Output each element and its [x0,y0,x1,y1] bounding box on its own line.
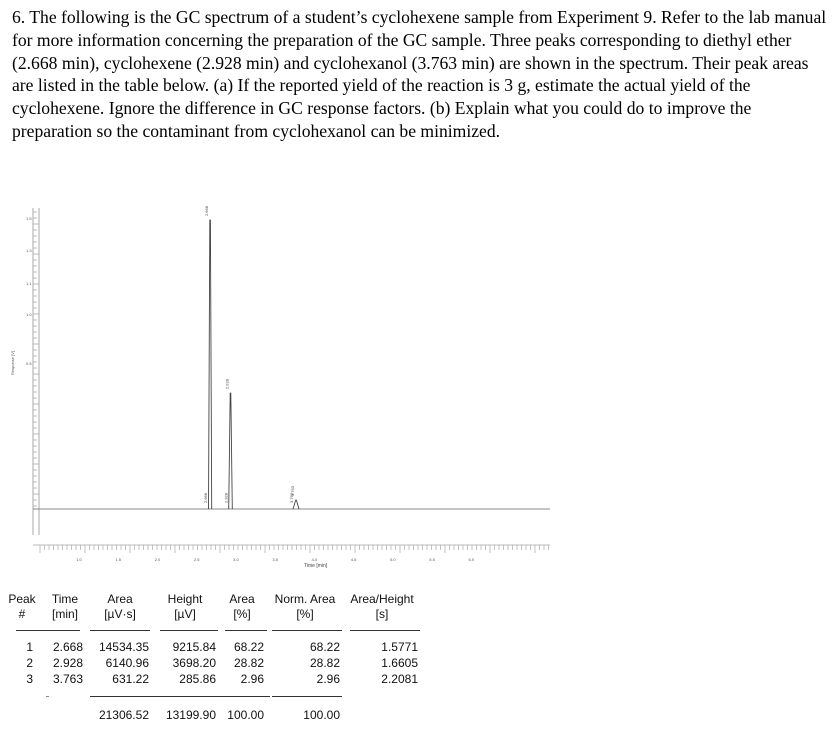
column-unit: [µV·s] [104,607,136,621]
column-header: Norm. Area [274,592,336,606]
table-cell: 3698.20 [172,656,216,670]
question-text: 6. The following is the GC spectrum of a student’s cyclohexene sample from Experiment 9. Refer to the lab manual for more information concerning the preparation of the GC sample. Three peaks corresponding to diethyl ether (2.668 min), cyclohexene (2.928 min) and cyclohexanol (3.763 min) are shown in the spectrum. Their peak areas are listed in the table below. (a) If the reported yield of the reaction is 3 g, estimate the actual yield of the cyclohexene. Ignore the difference in GC response factors. (b) Explain what you could do to improve the preparation so the contaminant from cyclohexanol can be minimized. [12,7,827,141]
y-axis-label: Response [V] [10,350,15,375]
column-header: Time [51,592,79,606]
y-tick-label: 1.3 [26,248,32,253]
peak-traces [203,205,299,509]
header-rule [350,630,420,631]
x-tick-label: 2.0 [154,557,161,562]
peak-base-label: 2.668 [203,492,209,503]
table-cell: 285.86 [179,672,216,686]
table-total-cell: 100.00 [303,708,340,722]
table-cell: 3 [26,672,33,686]
x-tick-label: 3.5 [272,557,278,562]
column-unit: [%] [296,607,314,621]
column-unit: # [18,607,26,621]
x-tick-label: 1.5 [115,557,122,562]
column-header: Area/Height [350,592,414,606]
column-unit: [%] [233,607,251,621]
table-cell: 2.96 [316,672,340,686]
table-cell: 68.22 [309,640,340,654]
column-header: Area [107,592,133,606]
totals-rule [90,696,270,697]
column-header: Height [167,592,203,606]
table-cell: 2.668 [52,640,83,654]
table-cell: 3.763 [52,672,83,686]
table-cell: 2.2081 [381,672,418,686]
x-tick-label: 5.0 [390,557,396,562]
table-cell: 9215.84 [172,640,216,654]
peak-base-label: 3.763 [289,492,295,503]
y-tick-label: 1.5 [26,216,32,221]
table-cell: 1.6605 [381,656,418,670]
x-tick-label: 2.5 [193,557,200,562]
y-tick-label: 1.1 [26,281,32,286]
y-tick-label: 0.5 [26,361,32,366]
table-cell: 28.82 [309,656,340,670]
x-tick-label: 4.0 [311,557,318,562]
table-cell: 2 [26,656,33,670]
x-axis-ticks [40,545,549,562]
header-rule [16,630,80,631]
table-cell: 68.22 [233,640,264,654]
peak-top-label: 3.763 [290,486,296,497]
table-cell: 1.5771 [381,640,418,654]
peak-line [209,220,212,509]
table-total-cell: 21306.52 [98,708,149,722]
x-tick-label: 4.5 [350,557,357,562]
x-tick-label: 1.0 [76,557,82,562]
peak-base-label: 2.928 [223,492,229,503]
header-rule [225,630,267,631]
table-total-cell: 100.00 [227,708,264,722]
table-cell: 14534.35 [98,640,149,654]
x-tick-label: 3.0 [233,557,239,562]
column-unit: [s] [375,607,389,621]
dash-mark [46,696,49,697]
gc-chromatogram [0,190,560,580]
x-tick-label: 5.5 [429,557,435,562]
totals-rule [272,696,342,697]
column-header: Peak [8,592,36,606]
column-unit: [min] [51,607,78,621]
peak-top-label: 2.668 [204,206,210,217]
question-text-block [12,6,827,143]
header-rule [160,630,218,631]
table-cell: 631.22 [112,672,149,686]
table-cell: 1 [26,640,33,654]
header-rule [90,630,150,631]
table-cell: 6140.96 [105,656,149,670]
x-axis-label: Time [min] [304,563,328,569]
peak-top-label: 2.928 [224,379,230,390]
table-cell: 2.96 [240,672,264,686]
x-tick-label: 6.0 [468,557,475,562]
column-header: Area [229,592,255,606]
table-cell: 28.82 [233,656,264,670]
table-total-cell: 13199.90 [165,708,216,722]
table-cell: 2.928 [52,656,83,670]
peak-line [229,393,233,509]
column-unit: [µV] [174,607,196,621]
y-tick-label: 1.0 [26,312,32,317]
header-rule [272,630,342,631]
